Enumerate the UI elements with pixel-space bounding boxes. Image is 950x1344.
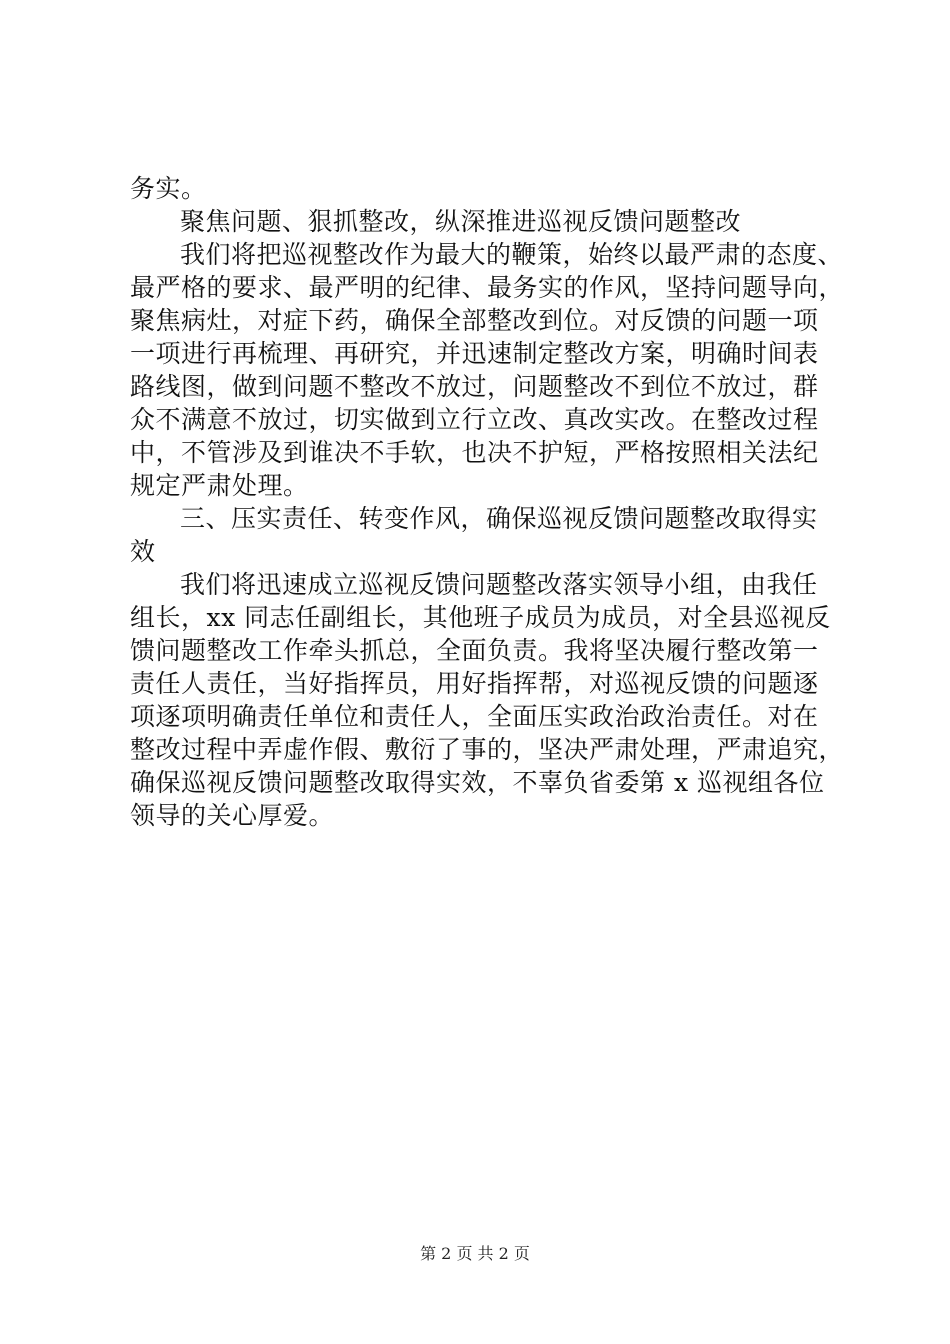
text-line: 馈问题整改工作牵头抓总，全面负责。我将坚决履行整改第一 (130, 636, 819, 665)
text-line: 组长，xx 同志任副组长，其他班子成员为成员，对全县巡视反 (130, 603, 831, 632)
text-line: 聚焦问题、狠抓整改，纵深推进巡视反馈问题整改 (180, 207, 742, 236)
text-line: 我们将迅速成立巡视反馈问题整改落实领导小组，由我任 (180, 570, 818, 599)
text-line: 确保巡视反馈问题整改取得实效，不辜负省委第 x 巡视组各位 (130, 768, 825, 797)
text-line: 规定严肃处理。 (130, 471, 309, 500)
text-line: 聚焦病灶，对症下药，确保全部整改到位。对反馈的问题一项 (130, 306, 819, 335)
text-line: 务实。 (130, 174, 207, 203)
text-line: 领导的关心厚爱。 (130, 801, 335, 830)
text-line: 项逐项明确责任单位和责任人，全面压实政治政治责任。对在 (130, 702, 819, 731)
text-line: 整改过程中弄虚作假、敷衍了事的，坚决严肃处理，严肃追究， (130, 735, 845, 764)
page-footer: 第 2 页 共 2 页 (420, 1244, 530, 1263)
text-line: 责任人责任，当好指挥员，用好指挥帮，对巡视反馈的问题逐 (130, 669, 819, 698)
text-line: 路线图，做到问题不整改不放过，问题整改不到位不放过，群 (130, 372, 819, 401)
text-line: 三、压实责任、转变作风，确保巡视反馈问题整改取得实 (180, 504, 818, 533)
text-line: 效 (130, 537, 156, 566)
text-line: 一项进行再梳理、再研究，并迅速制定整改方案，明确时间表 (130, 339, 819, 368)
document-body (130, 172, 845, 832)
text-line: 我们将把巡视整改作为最大的鞭策，始终以最严肃的态度、 (180, 240, 844, 269)
text-line: 最严格的要求、最严明的纪律、最务实的作风，坚持问题导向， (130, 273, 845, 302)
text-line: 中，不管涉及到谁决不手软，也决不护短，严格按照相关法纪 (130, 438, 819, 467)
text-line: 众不满意不放过，切实做到立行立改、真改实改。在整改过程 (130, 405, 819, 434)
